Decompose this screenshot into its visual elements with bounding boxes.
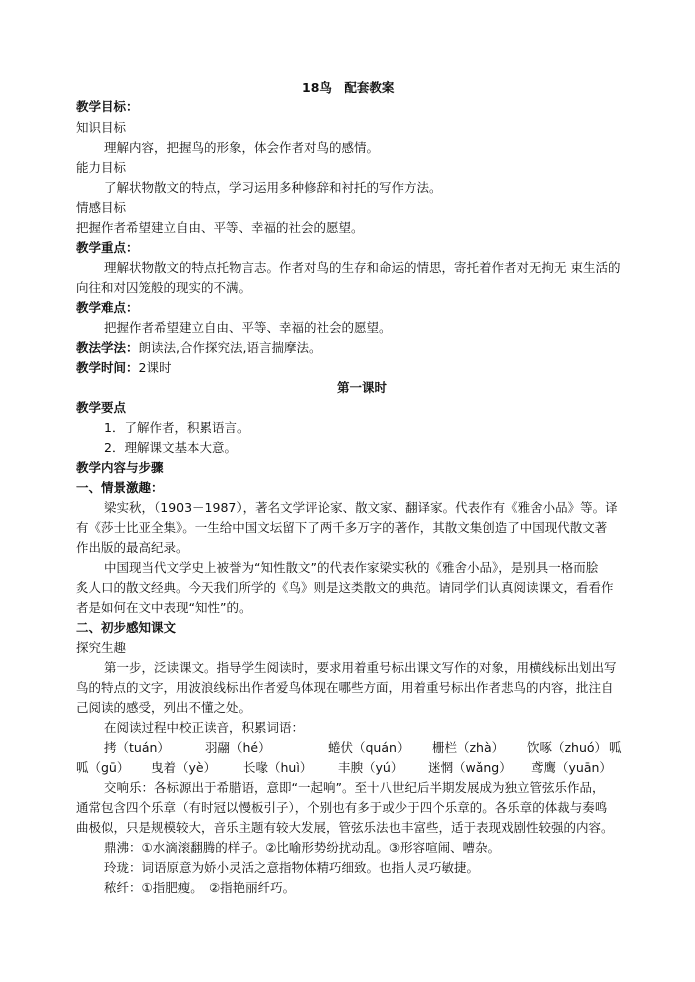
paragraph-key-line2: 向往和对囚笼般的现实的不满。 <box>76 280 252 295</box>
vocab-item: 呱（gū） <box>76 760 130 775</box>
section-heading-difficulty: 教学难点： <box>76 300 139 315</box>
paragraph-intro-line1: 中国现当代文学史上被誉为“知性散文”的代表作家梁实秋的《雅舍小品》，是别具一格而脍 <box>104 560 599 575</box>
subheading-ability: 能力目标 <box>76 160 127 175</box>
subheading-emotion: 情感目标 <box>76 200 127 215</box>
paragraph-author-line3: 作出版的最高纪录。 <box>76 540 189 555</box>
section-heading-steps: 教学内容与步骤 <box>76 460 164 475</box>
time-row <box>76 359 171 377</box>
paragraph-author-line2: 有《莎士比亚全集》。一生给中国文坛留下了两千多万字的著作，其散文集创造了中国现代散文著 <box>76 520 608 535</box>
definition-nongxian: 秾纤：①指肥瘦。 ②指艳丽纤巧。 <box>104 880 296 895</box>
paragraph-step1-line2: 鸟的特点的文字，用波浪线标出作者爱鸟体现在哪些方面，用着重号标出作者悲鸟的内容，批注自 <box>76 680 614 695</box>
vocab-item: 羽翮（hé） <box>205 740 271 755</box>
definition-linglong: 玲珑：词语原意为娇小灵活之意指物体精巧细致。也指人灵巧敏捷。 <box>104 860 480 875</box>
paragraph-ability: 了解状物散文的特点，学习运用多种修辞和衬托的写作方法。 <box>104 180 442 195</box>
vocab-item: 曳着（yè） <box>151 760 217 775</box>
point-item-1: 1．了解作者，积累语言。 <box>104 420 250 435</box>
vocab-item: 蜷伏（quán） <box>328 740 410 755</box>
vocab-item: 呱 <box>609 740 622 755</box>
paragraph-intro-line2: 炙人口的散文经典。今天我们所学的《鸟》则是这类散文的典范。请同学们认真阅读课文，看看作 <box>76 580 614 595</box>
vocab-item: 饮啄（zhuó） <box>527 740 608 755</box>
paragraph-key-line1: 理解状物散文的特点托物言志。作者对鸟的生存和命运的情思，寄托着作者对无拘无 束生活的 <box>104 260 621 275</box>
lesson-heading: 第一课时 <box>337 380 388 395</box>
vocab-item: 鸢鹰（yuān） <box>531 760 612 775</box>
subheading-knowledge: 知识目标 <box>76 120 127 135</box>
paragraph-knowledge: 理解内容，把握鸟的形象，体会作者对鸟的感情。 <box>104 140 380 155</box>
step2-heading: 二、初步感知课文 <box>76 620 177 635</box>
definition-symphony-line1: 交响乐：各标源出于希腊语，意即“一起响”。至十八世纪后半期发展成为独立管弦乐作品， <box>104 780 605 795</box>
point-item-2: 2．理解课文基本大意。 <box>104 440 237 455</box>
vocab-item: 拷（tuán） <box>104 740 170 755</box>
vocab-item: 迷惘（wǎng） <box>428 760 512 775</box>
vocab-item: 长喙（huì） <box>243 760 313 775</box>
document-title: 18鸟 配套教案 <box>302 80 395 95</box>
paragraph-emotion: 把握作者希望建立自由、平等、幸福的社会的愿望。 <box>76 220 364 235</box>
section-heading-goals: 教学目标： <box>76 99 139 114</box>
definition-dingfei: 鼎沸：①水滴滚翻腾的样子。②比喻形势纷扰动乱。③形容喧闹、嘈杂。 <box>104 840 501 855</box>
paragraph-vocab-intro: 在阅读过程中校正读音，积累词语： <box>104 720 305 735</box>
definition-symphony-line3: 曲极似，只是规模较大，音乐主题有较大发展，管弦乐法也丰富些，适于表现戏剧性较强的内容。 <box>76 820 614 835</box>
paragraph-author-line1: 梁实秋，（1903－1987），著名文学评论家、散文家、翻译家。代表作有《雅舍小品》等。译 <box>104 500 618 515</box>
subheading-explore: 探究生趣 <box>76 640 127 655</box>
paragraph-difficulty: 把握作者希望建立自由、平等、幸福的社会的愿望。 <box>104 320 392 335</box>
time-label: 教学时间： <box>76 360 139 375</box>
method-text: 朗读法,合作探究法,语言揣摩法。 <box>138 340 322 355</box>
time-text: 2课时 <box>138 360 172 375</box>
paragraph-intro-line3: 者是如何在文中表现“知性”的。 <box>76 600 252 615</box>
paragraph-step1-line1: 第一步，泛读课文。指导学生阅读时，要求用着重号标出课文写作的对象，用横线标出划出写 <box>104 660 617 675</box>
section-heading-points: 教学要点 <box>76 400 127 415</box>
section-heading-key: 教学重点： <box>76 240 139 255</box>
vocab-item: 丰腴（yú） <box>338 760 404 775</box>
method-label: 教法学法： <box>76 340 139 355</box>
definition-symphony-line2: 通常包含四个乐章（有时冠以慢板引子），个别也有多于或少于四个乐章的。各乐章的体裁与奏鸣 <box>76 800 608 815</box>
method-row <box>76 339 321 357</box>
paragraph-step1-line3: 己阅读的感受，列出不懂之处。 <box>76 700 252 715</box>
step1-heading: 一、情景激趣： <box>76 480 164 495</box>
vocab-item: 栅栏（zhà） <box>432 740 505 755</box>
